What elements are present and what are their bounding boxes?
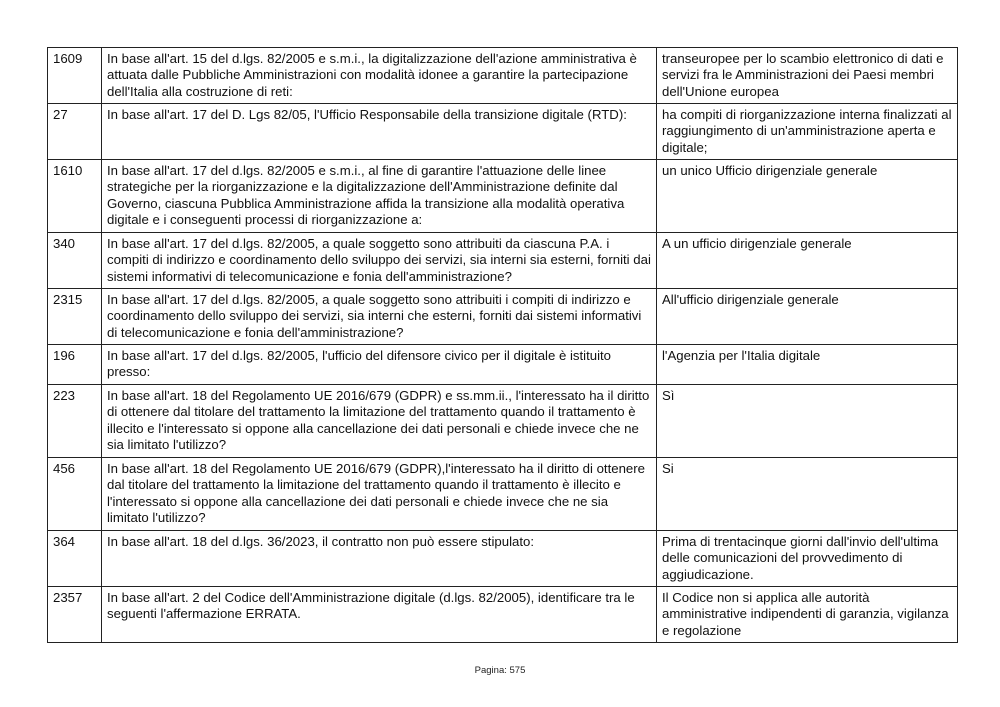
table-row: [48, 587, 958, 643]
question-id: 2315: [48, 289, 102, 345]
answer-text: transeuropee per lo scambio elettronico di dati e servizi fra le Amministrazioni dei Paesi membri dell'Unione europea: [657, 48, 958, 104]
table-row: [48, 104, 958, 160]
question-text: In base all'art. 18 del Regolamento UE 2016/679 (GDPR),l'interessato ha il diritto di ottenere dal titolare del trattamento la limitazione del trattamento quando il trattamento è illecito e l'interessato si oppone alla cancellazione dei dati personali e chiede invece che ne sia limitato l'utilizzo?: [102, 458, 657, 531]
table-row: [48, 233, 958, 289]
table-row: [48, 531, 958, 587]
question-text: In base all'art. 15 del d.lgs. 82/2005 e s.m.i., la digitalizzazione dell'azione amministrativa è attuata dalle Pubbliche Amministrazioni con modalità idonee a garantire la partecipazione dell'Italia alla costruzione di reti:: [102, 48, 657, 104]
table-row: [48, 385, 958, 458]
question-id: 340: [48, 233, 102, 289]
question-text: In base all'art. 17 del d.lgs. 82/2005 e s.m.i., al fine di garantire l'attuazione delle linee strategiche per la riorganizzazione e la digitalizzazione dell'Amministrazione definite dal Governo, ciascuna Pubblica Amministrazione affida la transizione alla modalità operativa digitale e i conseguenti processi di riorganizzazione a:: [102, 160, 657, 233]
question-text: In base all'art. 18 del Regolamento UE 2016/679 (GDPR) e ss.mm.ii., l'interessato ha il diritto di ottenere dal titolare del trattamento la limitazione del trattamento quando il trattamento è illecito e l'interessato si oppone alla cancellazione dei dati personali e chiede invece che ne sia limitato l'utilizzo?: [102, 385, 657, 458]
answer-text: All'ufficio dirigenziale generale: [657, 289, 958, 345]
question-text: In base all'art. 17 del D. Lgs 82/05, l'Ufficio Responsabile della transizione digitale (RTD):: [102, 104, 657, 160]
page-number: Pagina: 575: [474, 665, 526, 676]
answer-text: Prima di trentacinque giorni dall'invio dell'ultima delle comunicazioni del provvedimento di aggiudicazione.: [657, 531, 958, 587]
answer-text: l'Agenzia per l'Italia digitale: [657, 345, 958, 385]
table-row: [48, 345, 958, 385]
question-id: 223: [48, 385, 102, 458]
table-row: [48, 458, 958, 531]
table-row: [48, 48, 958, 104]
question-id: 1609: [48, 48, 102, 104]
question-text: In base all'art. 18 del d.lgs. 36/2023, il contratto non può essere stipulato:: [102, 531, 657, 587]
table-row: [48, 289, 958, 345]
qa-table: [47, 47, 958, 643]
question-text: In base all'art. 17 del d.lgs. 82/2005, l'ufficio del difensore civico per il digitale è istituito presso:: [102, 345, 657, 385]
question-id: 2357: [48, 587, 102, 643]
answer-text: ha compiti di riorganizzazione interna finalizzati al raggiungimento di un'amministrazione aperta e digitale;: [657, 104, 958, 160]
question-id: 456: [48, 458, 102, 531]
question-id: 27: [48, 104, 102, 160]
answer-text: Il Codice non si applica alle autorità amministrative indipendenti di garanzia, vigilanza e regolazione: [657, 587, 958, 643]
answer-text: Sì: [657, 385, 958, 458]
question-text: In base all'art. 17 del d.lgs. 82/2005, a quale soggetto sono attribuiti da ciascuna P.A. i compiti di indirizzo e coordinamento dello sviluppo dei servizi, sia interni sia esterni, forniti dai sistemi informativi di telecomunicazione e fonia dell'amministrazione?: [102, 233, 657, 289]
answer-text: un unico Ufficio dirigenziale generale: [657, 160, 958, 233]
table-row: [48, 160, 958, 233]
answer-text: Si: [657, 458, 958, 531]
question-id: 196: [48, 345, 102, 385]
question-id: 364: [48, 531, 102, 587]
question-text: In base all'art. 17 del d.lgs. 82/2005, a quale soggetto sono attribuiti i compiti di indirizzo e coordinamento dello sviluppo dei servizi, sia interni che esterni, forniti dai sistemi informativi di telecomunicazione e fonia dell'amministrazione?: [102, 289, 657, 345]
question-id: 1610: [48, 160, 102, 233]
answer-text: A un ufficio dirigenziale generale: [657, 233, 958, 289]
question-text: In base all'art. 2 del Codice dell'Amministrazione digitale (d.lgs. 82/2005), identificare tra le seguenti l'affermazione ERRATA.: [102, 587, 657, 643]
qa-table-body: [48, 48, 958, 643]
